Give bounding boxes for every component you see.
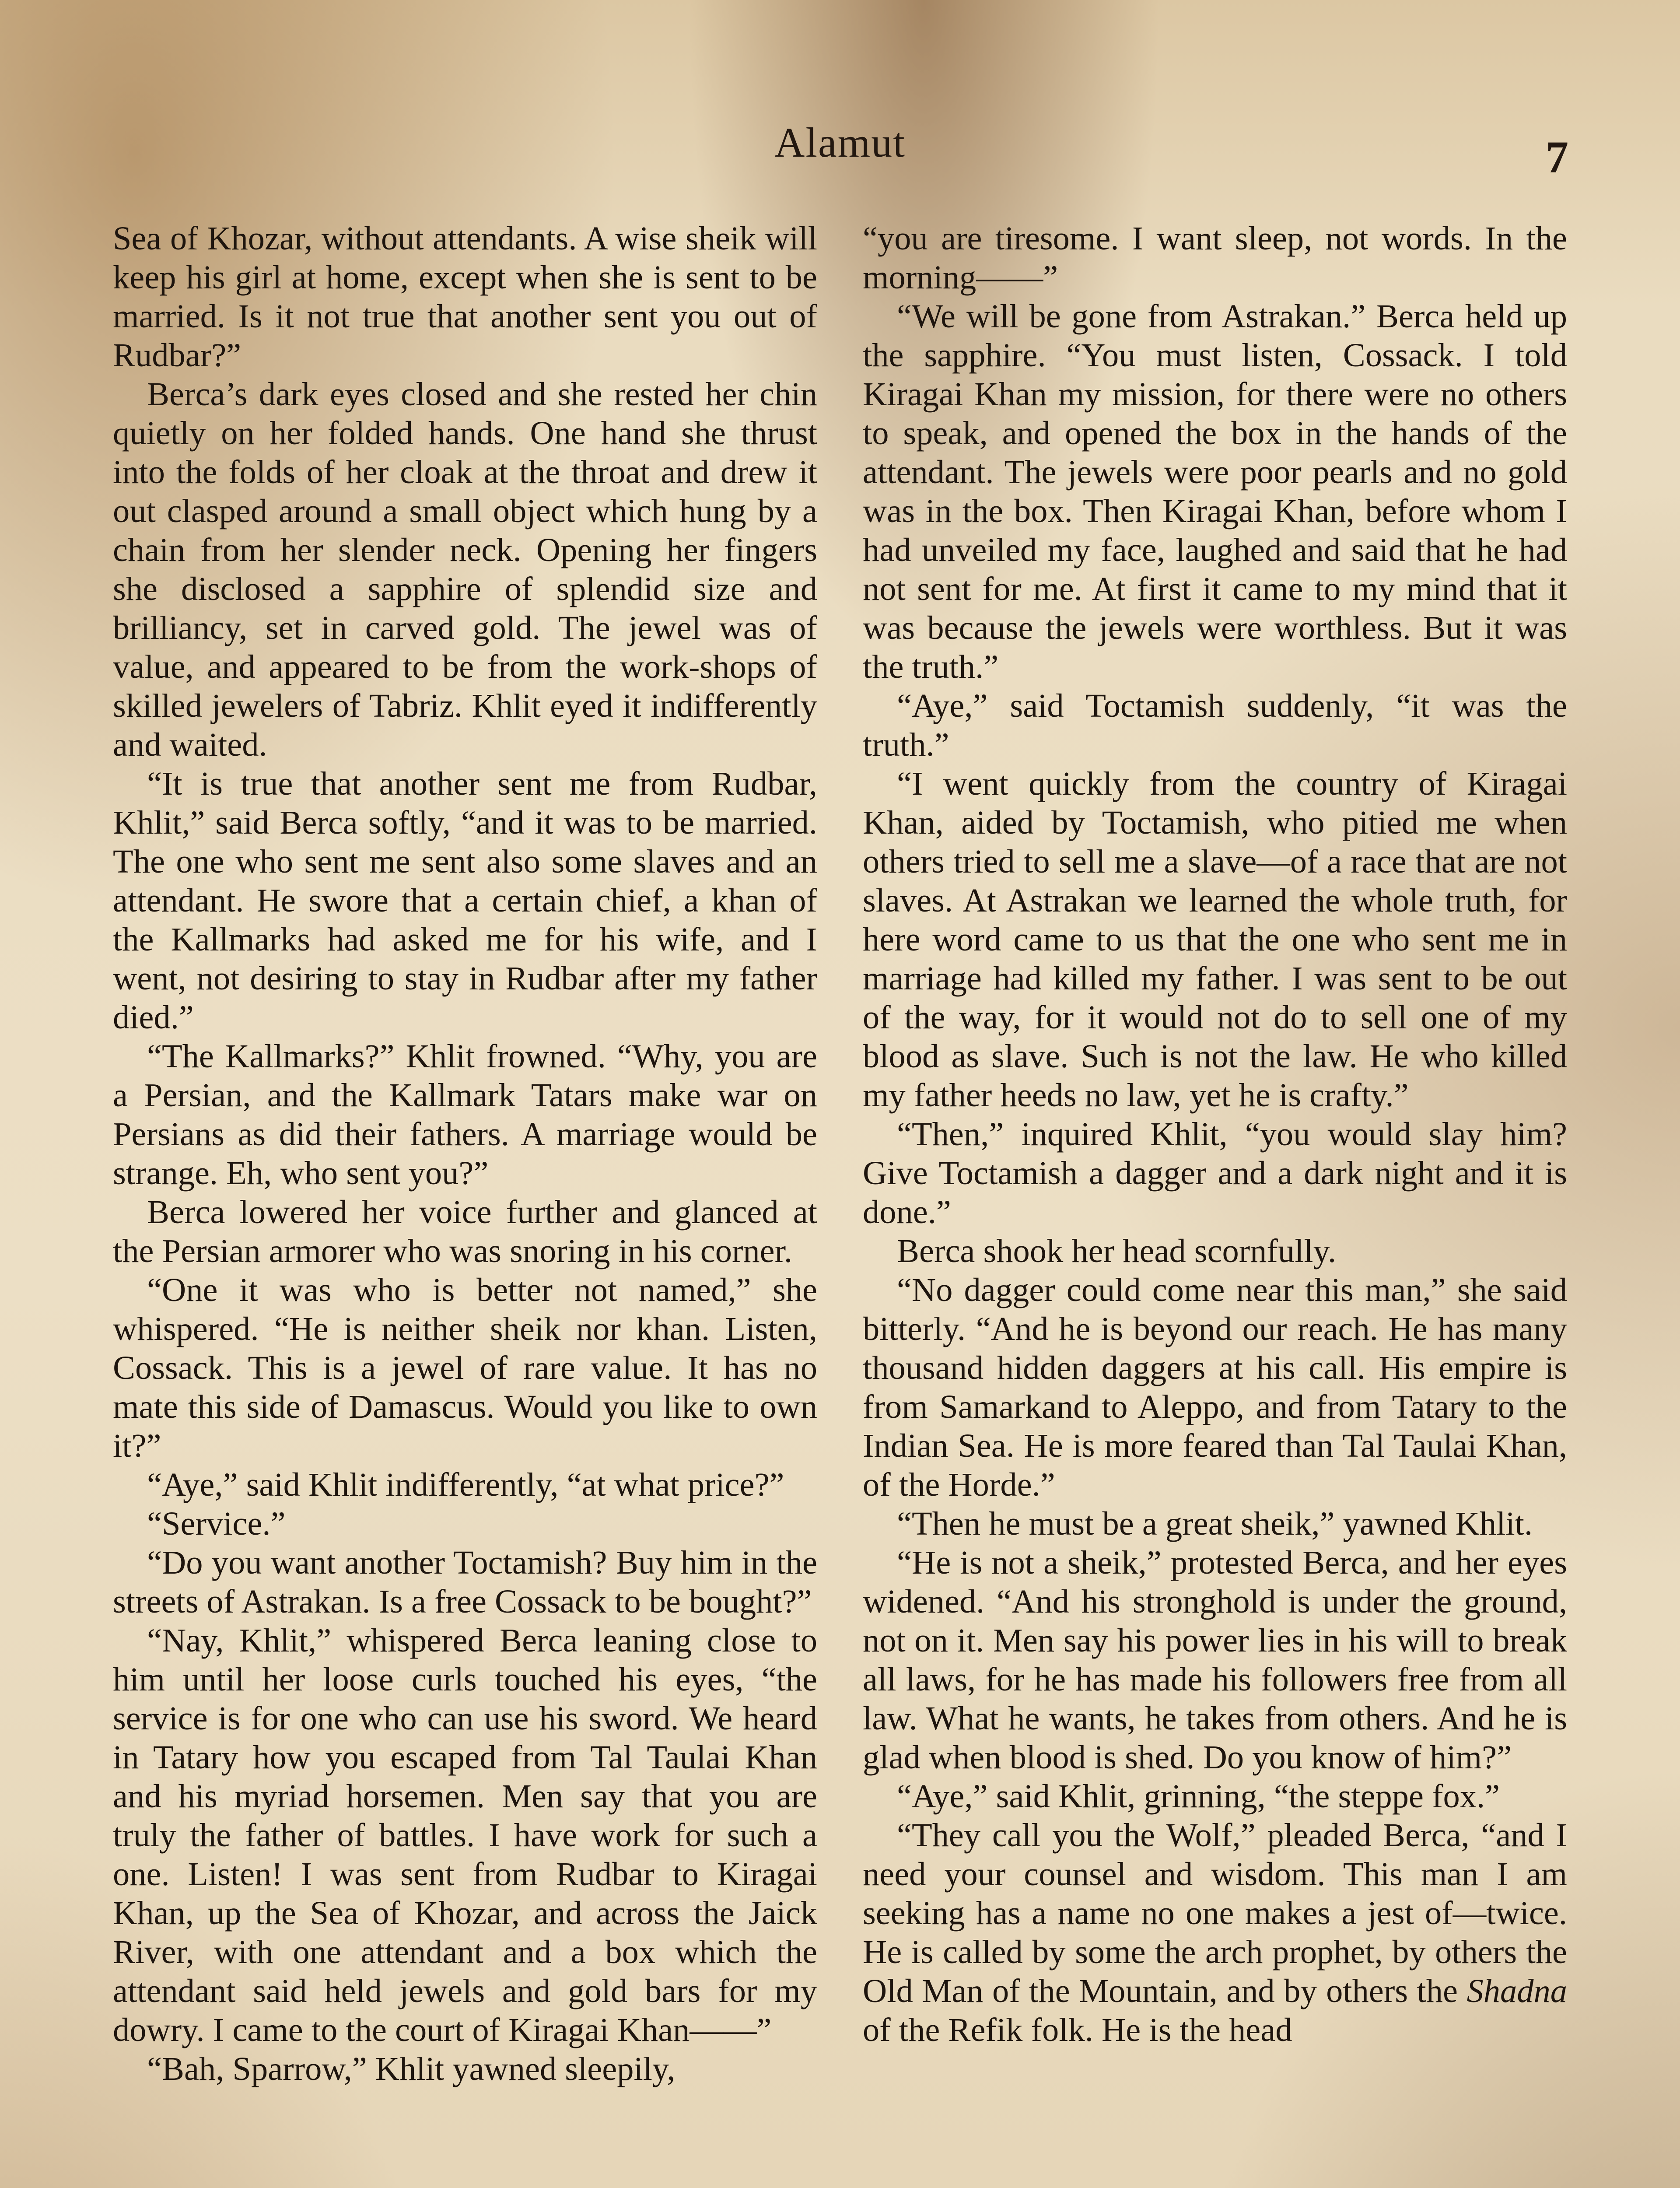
paragraph: “Do you want another Toctamish? Buy him in the streets of Astrakan. Is a free Cossack to be bought?” — [113, 1544, 817, 1620]
paragraph-last — [863, 1816, 1567, 2049]
paragraph: Berca’s dark eyes closed and she rested her chin quietly on her folded hands. One hand she thrust into the folds of her cloak at the throat and drew it out clasped around a small object which hung by a chain from her slender neck. Opening her fingers she disclosed a sapphire of splendid size and brilliancy, set in carved gold. The jewel was of value, and appeared to be from the work-shops of skilled jewelers of Tabriz. Khlit eyed it indifferently and waited. — [113, 375, 817, 763]
paragraph: “It is true that another sent me from Rudbar, Khlit,” said Berca softly, “and it was to be married. The one who sent me sent also some slaves and an attendant. He swore that a certain chief, a khan of the Kallmarks had asked me for his wife, and I went, not desiring to stay in Rudbar after my father died.” — [113, 765, 817, 1036]
page-number: 7 — [1546, 132, 1568, 182]
paragraph: “Then,” inquired Khlit, “you would slay him? Give Toctamish a dagger and a dark night and it is done.” — [863, 1115, 1567, 1231]
paragraph-text: of the Refik folk. He is the head — [863, 2011, 1292, 2048]
text-column-left — [113, 219, 817, 2088]
paragraph: “We will be gone from Astrakan.” Berca held up the sapphire. “You must listen, Cossack. I told Kiragai Khan my mission, for there were no others to speak, and opened the box in the hands of the attendant. The jewels were poor pearls and no gold was in the box. Then Kiragai Khan, before whom I had unveiled my face, laughed and said that he had not sent for me. At first it came to my mind that it was because the jewels were worthless. But it was the truth.” — [863, 298, 1567, 685]
paragraph: Berca lowered her voice further and glanced at the Persian armorer who was snoring in his corner. — [113, 1193, 817, 1269]
paragraph: “He is not a sheik,” protested Berca, and her eyes widened. “And his stronghold is under the ground, not on it. Men say his power lies in his will to break all laws, for he has made his followers free from all law. What he wants, he takes from others. And he is glad when blood is shed. Do you know of him?” — [863, 1544, 1567, 1776]
paragraph: “I went quickly from the country of Kiragai Khan, aided by Toctamish, who pitied me when others tried to sell me a slave—of a race that are not slaves. At Astrakan we learned the whole truth, for here word came to us that the one who sent me in marriage had killed my father. I was sent to be out of the way, for it would not do to sell one of my blood as slave. Such is not the law. He who killed my father heeds no law, yet he is crafty.” — [863, 765, 1567, 1114]
paragraph: “One it was who is better not named,” she whispered. “He is neither sheik nor khan. Listen, Cossack. This is a jewel of rare value. It has no mate this side of Damascus. Would you like to own it?” — [113, 1271, 817, 1464]
running-header-title: Alamut — [774, 119, 906, 166]
paragraph: “Aye,” said Khlit indifferently, “at what price?” — [147, 1466, 784, 1503]
paragraph: “Service.” — [147, 1505, 286, 1542]
paragraph: Sea of Khozar, without attendants. A wise sheik will keep his girl at home, except when she is sent to be married. Is it not true that another sent you out of Rudbar?” — [113, 220, 817, 374]
paragraph: “Aye,” said Khlit, grinning, “the steppe fox.” — [897, 1778, 1500, 1815]
paragraph: “No dagger could come near this man,” she said bitterly. “And he is beyond our reach. He has many thousand hidden daggers at his call. His empire is from Samarkand to Aleppo, and from Tatary to the Indian Sea. He is more feared than Tal Taulai Khan, of the Horde.” — [863, 1271, 1567, 1503]
paragraph: “Aye,” said Toctamish suddenly, “it was the truth.” — [863, 687, 1567, 763]
paragraph: “you are tiresome. I want sleep, not words. In the morning——” — [863, 220, 1567, 296]
paragraph: “Bah, Sparrow,” Khlit yawned sleepily, — [147, 2050, 676, 2087]
paragraph-text: “They call you the Wolf,” pleaded Berca, “and I need your counsel and wisdom. This man I am seeking has a name no one makes a jest of—twice. He is called by some the arch prophet, by others the Old Man of the Mountain, and by others the — [863, 1816, 1567, 2009]
text-column-right — [863, 219, 1567, 2049]
italic-term: Shadna — [1466, 1972, 1567, 2009]
paragraph: “The Kallmarks?” Khlit frowned. “Why, you are a Persian, and the Kallmark Tatars make war on Persians as did their fathers. A marriage would be strange. Eh, who sent you?” — [113, 1038, 817, 1192]
paragraph: “Nay, Khlit,” whispered Berca leaning close to him until her loose curls touched his eyes, “the service is for one who can use his sword. We heard in Tatary how you escaped from Tal Taulai Khan and his myriad horsemen. Men say that you are truly the father of battles. I have work for such a one. Listen! I was sent from Rudbar to Kiragai Khan, up the Sea of Khozar, and across the Jaick River, with one attendant and a box which the attendant said held jewels and gold bars for my dowry. I came to the court of Kiragai Khan——” — [113, 1622, 817, 2048]
paragraph: Berca shook her head scornfully. — [897, 1232, 1337, 1269]
paragraph: “Then he must be a great sheik,” yawned Khlit. — [897, 1505, 1533, 1542]
